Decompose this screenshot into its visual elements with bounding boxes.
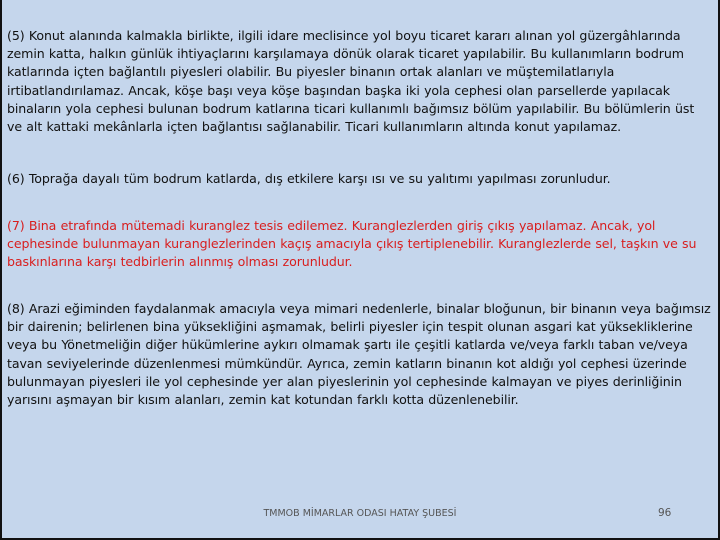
- footer-organization: TMMOB MİMARLAR ODASI HATAY ŞUBESİ: [263, 508, 457, 519]
- paragraph-5: (5) Konut alanında kalmakla birlikte, ilgili idare meclisince yol boyu ticaret kararı alınan yol güzergâhlarında zemin katta, halkın günlük ihtiyaçlarını karşılamaya dönük olarak ticaret yapılabilir. Bu kullanımların bodrum katlarında içten bağlantılı piyesleri olabilir. Bu piyesler binanın ortak alanları ve müştemilatlarıyla irtibatlandırılamaz. Ancak, köşe başı veya köşe başından başka iki yola cephesi olan parsellerde yapılacak binaların yola cephesi bulunan bodrum katlarına ticari kullanımlı bağımsız bölüm yapılabilir. Bu bölümlerin üst ve alt kattaki mekânlarla içten bağlantısı sağlanabilir. Ticari kullanımların altında konut yapılamaz.: [7, 28, 695, 135]
- page-number: 96: [658, 507, 672, 519]
- paragraph-6: (6) Toprağa dayalı tüm bodrum katlarda, dış etkilere karşı ısı ve su yalıtımı yapılması zorunludur.: [7, 171, 611, 186]
- left-border: [0, 0, 2, 540]
- paragraph-8: (8) Arazi eğiminden faydalanmak amacıyla veya mimari nedenlerle, binalar bloğunun, bir binanın veya bağımsız bir dairenin; belirlenen bina yüksekliğini aşmamak, belirli piyesler için tespit olunan asgari kat yüksekliklerine veya bu Yönetmeliğin diğer hükümlerine aykırı olmamak şartı ile çeşitli katlarda ve/veya farklı taban ve/veya tavan seviyelerinde düzenlenmesi mümkündür. Ayrıca, zemin katların binanın kot aldığı yol cephesi üzerinde bulunmayan piyesleri ile yol cephesinde yer alan piyeslerinin yol cephesinde kalmayan ve piyes derinliğinin yarısını aşmayan bir kısım alanları, zemin kat kotundan farklı kotta düzenlenebilir.: [7, 301, 711, 408]
- paragraph-7-highlighted: (7) Bina etrafında mütemadi kuranglez tesis edilemez. Kuranglezlerden giriş çıkış yapılamaz. Ancak, yol cephesinde bulunmayan kuranglezlerinden kaçış amacıyla çıkış tertiplenebilir. Kuranglezlerde sel, taşkın ve su baskınlarına karşı tedbirlerin alınmış olması zorunludur.: [7, 218, 697, 270]
